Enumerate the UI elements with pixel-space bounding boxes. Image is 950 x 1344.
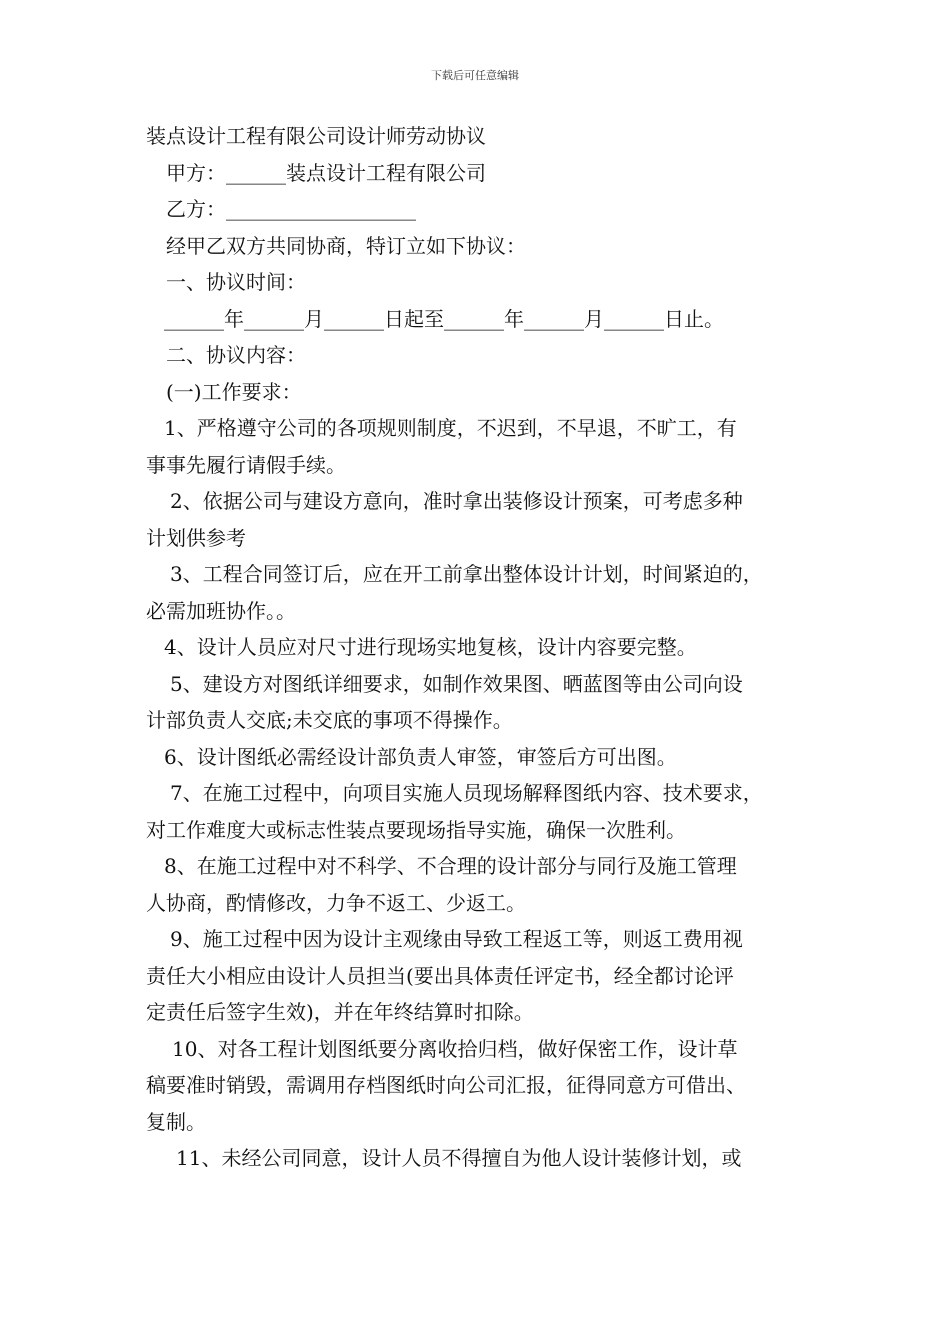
document-line: 6、设计图纸必需经设计部负责人审签，审签后方可出图。 [164, 744, 677, 769]
document-line: 二、协议内容： [166, 343, 306, 367]
document-line: 稿要准时销毁，需调用存档图纸时向公司汇报，征得同意方可借出、 [146, 1073, 746, 1097]
document-line: 计部负责人交底;未交底的事项不得操作。 [146, 708, 513, 732]
document-line: 复制。 [146, 1109, 206, 1134]
document-line: 经甲乙双方共同协商，特订立如下协议： [166, 233, 526, 258]
document-line: 2、依据公司与建设方意向，准时拿出装修设计预案，可考虑多种 [170, 489, 743, 513]
document-line: 10、对各工程计划图纸要分离收拾归档，做好保密工作，设计草 [172, 1036, 738, 1061]
document-title: 装点设计工程有限公司设计师劳动协议 [146, 124, 486, 148]
document-line: 9、施工过程中因为设计主观缘由导致工程返工等，则返工费用视 [170, 927, 743, 951]
document-line: 人协商，酌情修改，力争不返工、少返工。 [146, 890, 526, 915]
document-line: 对工作难度大或标志性装点要现场指导实施，确保一次胜利。 [146, 817, 686, 842]
page-header: 下载后可任意编辑 [431, 69, 519, 82]
document-line: 1、严格遵守公司的各项规则制度，不迟到，不早退，不旷工，有 [164, 416, 737, 440]
document-body [146, 118, 816, 1177]
document-line: 7、在施工过程中，向项目实施人员现场解释图纸内容、技术要求， [170, 781, 763, 805]
document-line: 一、协议时间： [166, 270, 306, 294]
document-line: 责任大小相应由设计人员担当(要出具体责任评定书，经全都讨论评 [146, 963, 734, 988]
document-line: 5、建设方对图纸详细要求，如制作效果图、晒蓝图等由公司向设 [170, 671, 743, 696]
document-line: 4、设计人员应对尺寸进行现场实地复核，设计内容要完整。 [164, 635, 697, 659]
document-line: (一)工作要求： [166, 379, 302, 404]
document-line: 8、在施工过程中对不科学、不合理的设计部分与同行及施工管理 [164, 854, 737, 878]
document-line: 甲方：______装点设计工程有限公司 [166, 160, 486, 185]
document-line: 事事先履行请假手续。 [146, 452, 346, 477]
document-line: 定责任后签字生效)，并在年终结算时扣除。 [146, 1000, 534, 1024]
document-line: 必需加班协作。。 [146, 598, 296, 623]
document-line: 乙方：___________________ [166, 197, 416, 221]
document-line: ______年______月______日起至______年______月______日止。 [164, 306, 724, 331]
document-line: 3、工程合同签订后，应在开工前拿出整体设计计划，时间紧迫的， [170, 562, 763, 586]
document-line: 计划供参考 [146, 525, 246, 550]
document-line: 11、未经公司同意，设计人员不得擅自为他人设计装修计划，或 [176, 1146, 742, 1170]
